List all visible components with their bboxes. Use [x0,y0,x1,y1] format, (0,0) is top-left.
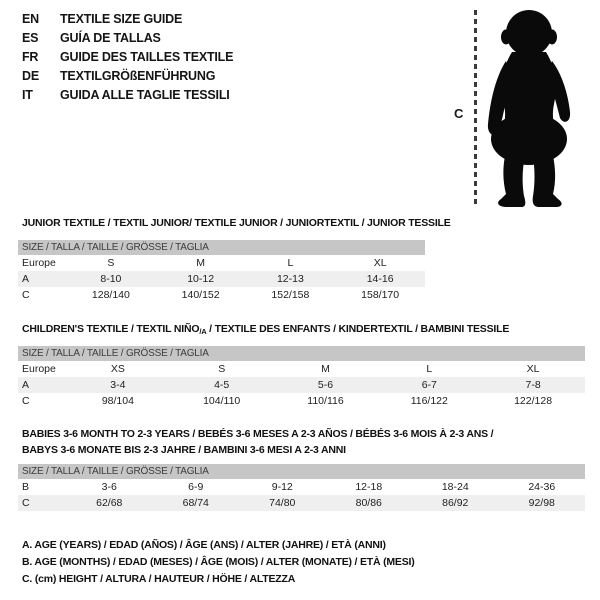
size-cell: XS [110,363,125,375]
table-row [18,479,585,495]
height-cell: 152/158 [271,289,310,301]
row-label: A [22,273,30,285]
language-code: EN [22,11,39,26]
age-cell: 12-13 [276,273,304,285]
section-title-babies [22,426,493,458]
months-cell: 6-9 [188,481,204,493]
age-cell: 3-4 [110,379,126,391]
age-cell: 7-8 [525,379,541,391]
height-dashed-line [474,10,477,207]
row-label: Europe [22,257,56,269]
height-cell: 80/86 [355,497,382,509]
age-cell: 4-5 [214,379,230,391]
section-title-children [22,321,509,338]
language-code: IT [22,87,33,102]
language-code: FR [22,49,39,64]
size-cell: M [196,257,205,269]
size-cell: L [287,257,294,269]
table-row [18,287,425,303]
language-list [22,9,233,104]
size-cell: XL [526,363,540,375]
language-label: GUÍA DE TALLAS [60,30,161,45]
section-title-text: / TEXTILE DES ENFANTS / KINDERTEXTIL / BAMBINI TESSILE [206,323,510,335]
height-cell: 68/74 [182,497,209,509]
age-cell: 8-10 [100,273,122,285]
table-row [18,255,425,271]
language-row-de [22,66,233,85]
age-cell: 5-6 [317,379,334,391]
months-cell: 12-18 [355,481,383,493]
legend-line-b: B. AGE (MONTHS) / EDAD (MESES) / ÂGE (MOIS) / ALTER (MONATE) / ETÀ (MESI) [22,556,415,568]
section-title-line1: BABIES 3-6 MONTH TO 2-3 YEARS / BEBÉS 3-6 MESES A 2-3 AÑOS / BÉBÉS 3-6 MOIS À 2-3 ANS / [22,428,494,440]
language-label: TEXTILGRÖßENFÜHRUNG [60,68,216,83]
row-label: B [22,481,30,493]
row-label: Europe [22,363,56,375]
height-cell: 110/116 [307,395,344,407]
height-cell: 74/80 [269,497,296,509]
height-cell: 98/104 [101,395,134,407]
height-cell: 104/110 [203,395,241,407]
size-cell: S [218,363,226,375]
height-cell: 62/68 [96,497,123,509]
section-title-subscript: /A [199,327,207,336]
language-label: TEXTILE SIZE GUIDE [60,11,183,26]
language-label: GUIDA ALLE TAGLIE TESSILI [60,87,230,102]
age-cell: 10-12 [187,273,215,285]
table-row [18,361,585,377]
size-cell: M [321,363,330,375]
section-title-text: CHILDREN'S TEXTILE / TEXTIL NIÑO [22,323,200,335]
height-cell: 92/98 [528,497,555,509]
months-cell: 24-36 [528,481,556,493]
height-cell: 128/140 [91,289,130,301]
height-cell: 140/152 [181,289,220,301]
height-cell: 122/128 [514,395,553,407]
language-row-en [22,9,233,28]
months-cell: 3-6 [101,481,117,493]
size-header-bar: SIZE / TALLA / TAILLE / GRÖSSE / TAGLIA [18,240,425,255]
months-cell: 18-24 [441,481,469,493]
babies-size-table [18,464,585,511]
baby-silhouette [482,6,582,210]
language-row-it [22,85,233,104]
measure-legend [22,537,415,588]
row-label: C [22,395,30,407]
legend-line-c: C. (cm) HEIGHT / ALTURA / HAUTEUR / HÖHE / ALTEZZA [22,573,296,585]
height-cell: 158/170 [361,289,400,301]
age-cell: 6-7 [421,379,437,391]
months-cell: 9-12 [271,481,293,493]
table-row [18,271,425,287]
children-size-table [18,346,585,409]
language-code: DE [22,68,39,83]
size-header-bar: SIZE / TALLA / TAILLE / GRÖSSE / TAGLIA [18,464,585,479]
height-measure-label: C [454,106,464,121]
language-row-fr [22,47,233,66]
row-label: C [22,497,30,509]
table-row [18,495,585,511]
language-row-es [22,28,233,47]
language-code: ES [22,30,39,45]
junior-size-table [18,240,425,303]
height-cell: 86/92 [442,497,469,509]
height-cell: 116/122 [410,395,448,407]
size-cell: L [426,363,433,375]
legend-line-a: A. AGE (YEARS) / EDAD (AÑOS) / ÂGE (ANS) / ALTER (JAHRE) / ETÀ (ANNI) [22,539,386,551]
language-label: GUIDE DES TAILLES TEXTILE [60,49,234,64]
age-cell: 14-16 [366,273,394,285]
size-cell: S [107,257,115,269]
row-label: C [22,289,30,301]
table-row [18,377,585,393]
section-title-line2: BABYS 3-6 MONATE BIS 2-3 JAHRE / BAMBINI 3-6 MESI A 2-3 ANNI [22,444,346,456]
size-header-bar: SIZE / TALLA / TAILLE / GRÖSSE / TAGLIA [18,346,585,361]
section-title-junior: JUNIOR TEXTILE / TEXTIL JUNIOR/ TEXTILE JUNIOR / JUNIORTEXTIL / JUNIOR TESSILE [22,217,451,229]
size-cell: XL [373,257,387,269]
table-row [18,393,585,409]
row-label: A [22,379,30,391]
